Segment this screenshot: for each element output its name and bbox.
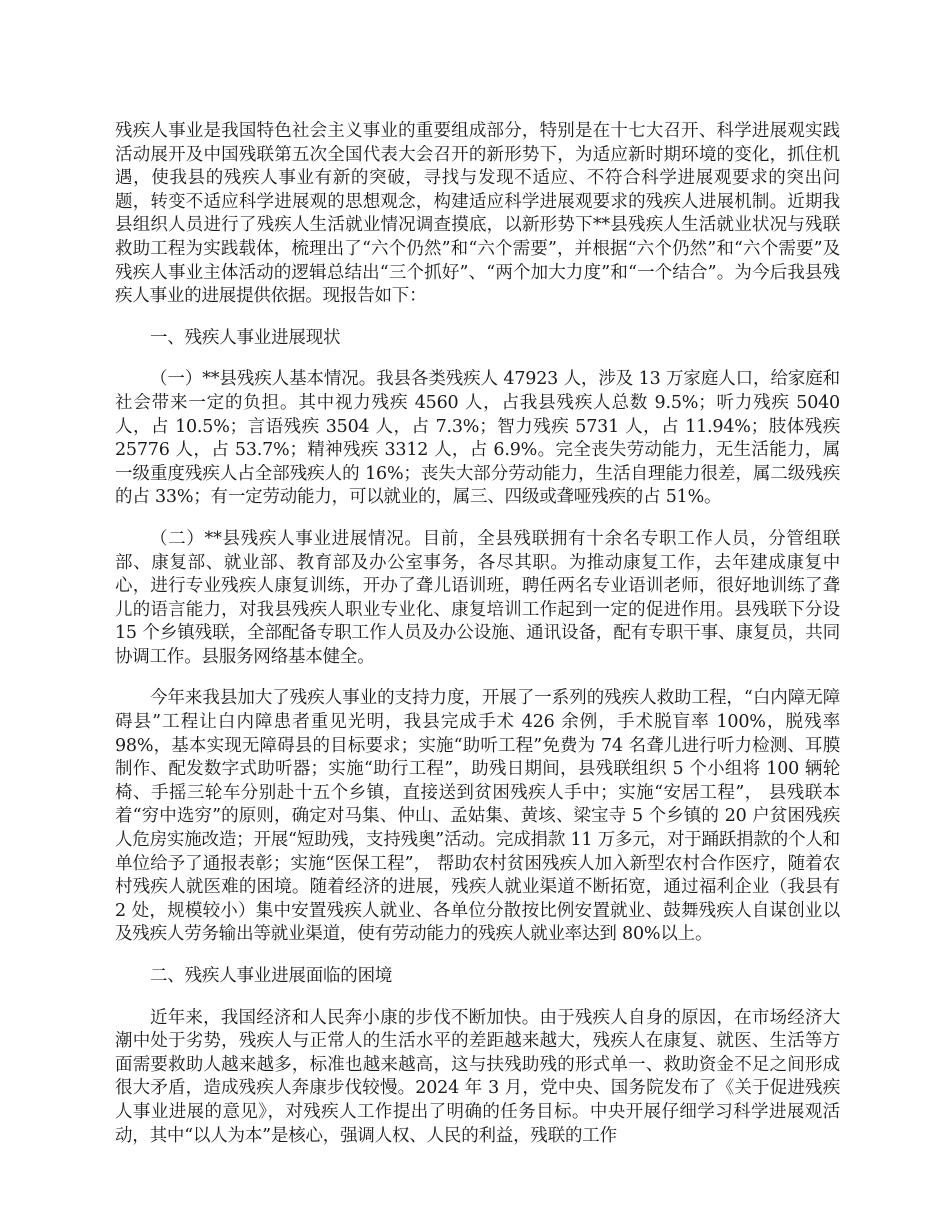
- document-body: [115, 120, 840, 1166]
- paragraph-basic-situation: （一）**县残疾人基本情况。我县各类残疾人 47923 人，涉及 13 万家庭人口，给家庭和社会带来一定的负担。其中视力残疾 4560 人，占我县残疾人总数 9.5%；听力残疾 5040 人，占 10.5%；言语残疾 3504 人，占 7.3%；智力残疾 5731 人，占 11.94%；肢体残疾 25776 人，占 53.7%；精神残疾 3312 人，占 6.9%。完全丧失劳动能力，无生活能力，属一级重度残疾人占全部残疾人的 16%；丧失大部分劳动能力，生活自理能力很差，属二级残疾的占 33%；有一定劳动能力，可以就业的，属三、四级或聋哑残疾的占 51%。: [115, 369, 840, 508]
- section-heading-2: 二、残疾人事业进展面临的困境: [150, 966, 393, 986]
- paragraph-progress-situation: （二）**县残疾人事业进展情况。目前，全县残联拥有十余名专职工作人员，分管组联部、康复部、就业部、教育部及办公室事务，各尽其职。为推动康复工作，去年建成康复中心，进行专业残疾人康复训练，开办了聋儿语训班，聘任两名专业语训老师，很好地训练了聋儿的语言能力，对我县残疾人职业专业化、康复培训工作起到一定的促进作用。县残联下分设 15 个乡镇残联，全部配备专职工作人员及办公设施、通讯设备，配有专职干事、康复员，共同协调工作。县服务网络基本健全。: [115, 528, 840, 667]
- paragraph-support-projects: 今年来我县加大了残疾人事业的支持力度，开展了一系列的残疾人救助工程，“白内障无障碍县”工程让白内障患者重见光明，我县完成手术 426 余例，手术脱盲率 100%，脱残率 98%，基本实现无障碍县的目标要求；实施“助听工程”免费为 74 名聋儿进行听力检测、耳膜制作、配发数字式助听器；实施“助行工程”，助残日期间，县残联组织 5 个小组将 100 辆轮椅、手摇三轮车分别赴十五个乡镇，直接送到贫困残疾人手中；实施“安居工程”， 县残联本着“穷中选穷”的原则，确定对马集、仲山、孟姑集、黄垓、梁宝寺 5 个乡镇的 20 户贫困残疾人危房实施改造；开展“短助残，支持残奥”活动。完成捐款 11 万多元，对于踊跃捐款的个人和单位给予了通报表彰；实施“医保工程”， 帮助农村贫困残疾人加入新型农村合作医疗，随着农村残疾人就医难的困境。随着经济的进展，残疾人就业渠道不断拓宽，通过福利企业（我县有 2 处，规模较小）集中安置残疾人就业、各单位分散按比例安置就业、鼓舞残疾人自谋创业以及残疾人劳务输出等就业渠道，使有劳动能力的残疾人就业率达到 80%以上。: [115, 688, 840, 945]
- paragraph-difficulties: 近年来，我国经济和人民奔小康的步伐不断加快。由于残疾人自身的原因，在市场经济大潮中处于劣势，残疾人与正常人的生活水平的差距越来越大，残疾人在康复、就医、生活等方面需要救助人越来越多，标准也越来越高，这与扶残助残的形式单一、救助资金不足之间形成很大矛盾，造成残疾人奔康步伐较慢。2024 年 3 月，党中央、国务院发布了《关于促进残疾人事业进展的意见》，对残疾人工作提出了明确的任务目标。中央开展仔细学习科学进展观活动，其中“以人为本”是核心，强调人权、人民的利益，残联的工作: [115, 1007, 840, 1146]
- intro-paragraph: 残疾人事业是我国特色社会主义事业的重要组成部分，特别是在十七大召开、科学进展观实践活动展开及中国残联第五次全国代表大会召开的新形势下，为适应新时期环境的变化，抓住机遇，使我县的残疾人事业有新的突破，寻找与发现不适应、不符合科学进展观要求的突出问题，转变不适应科学进展观的思想观念，构建适应科学进展观要求的残疾人进展机制。近期我县组织人员进行了残疾人生活就业情况调查摸底，以新形势下**县残疾人生活就业状况与残联救助工程为实践载体，梳理出了“六个仍然”和“六个需要”，并根据“六个仍然”和“六个需要”及残疾人事业主体活动的逻辑总结出“三个抓好”、“两个加大力度”和“一个结合”。为今后我县残疾人事业的进展提供依据。现报告如下：: [115, 121, 840, 307]
- section-heading-1: 一、残疾人事业进展现状: [150, 327, 341, 348]
